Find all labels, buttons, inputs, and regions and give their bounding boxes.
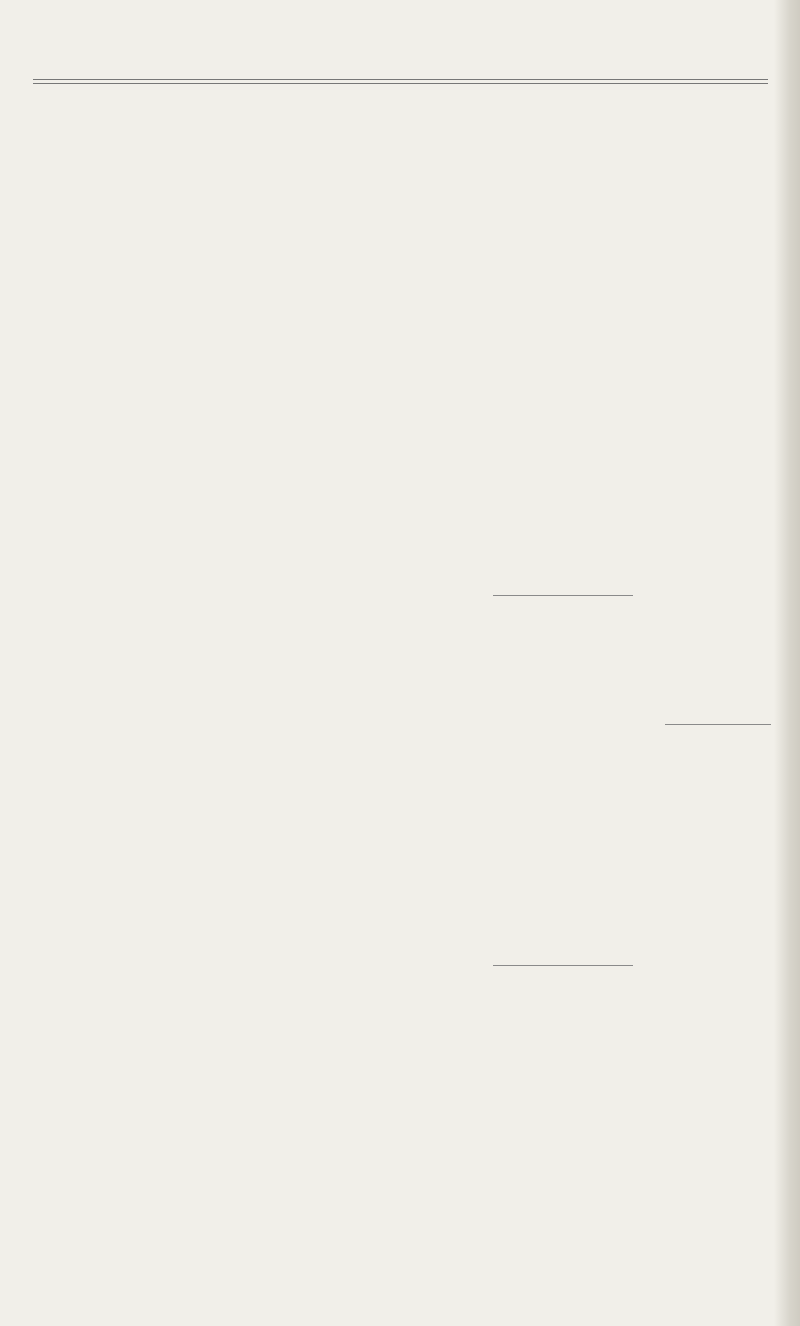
total-rule — [665, 724, 771, 725]
subtotal-rule — [493, 595, 633, 596]
less-paid-label — [69, 1276, 75, 1298]
page-edge-shadow — [774, 0, 800, 1326]
subtotal-rule — [493, 965, 633, 966]
header-rule — [33, 79, 768, 84]
king-edward-label — [69, 1204, 75, 1226]
